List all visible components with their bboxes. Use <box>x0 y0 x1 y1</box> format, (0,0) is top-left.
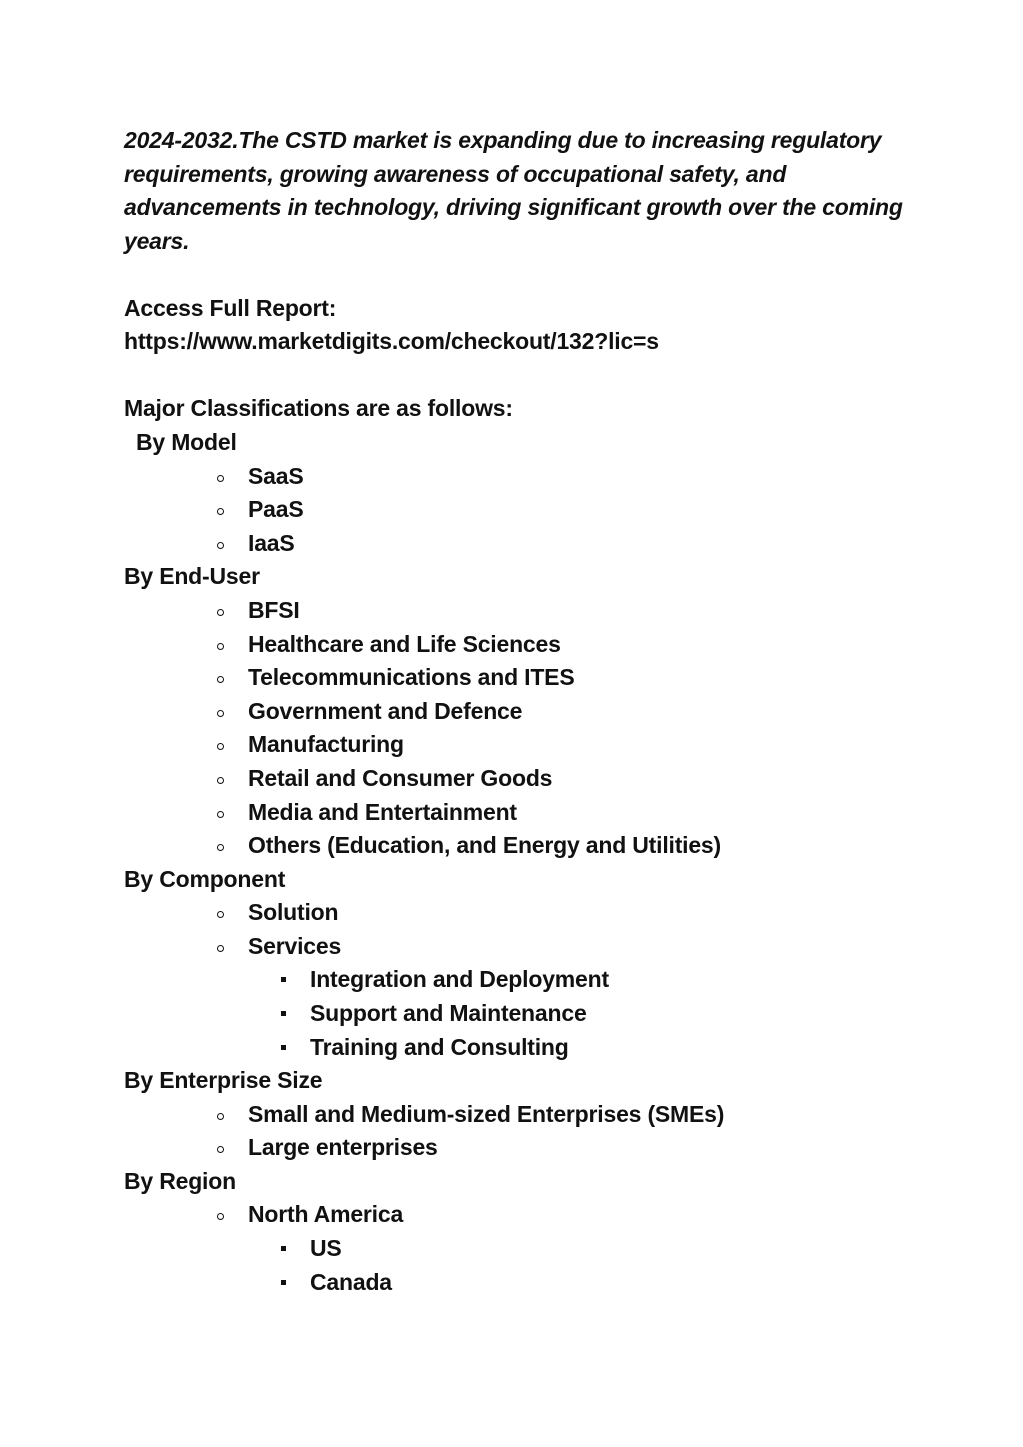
circle-bullet-icon <box>217 844 224 851</box>
access-report-link[interactable]: https://www.marketdigits.com/checkout/132?lic=s <box>124 328 659 354</box>
circle-bullet-icon <box>217 710 224 717</box>
circle-bullet-icon <box>217 475 224 482</box>
by-end-user-heading: By End-User <box>124 563 260 589</box>
square-bullet-icon <box>281 1280 286 1285</box>
square-bullet-icon <box>281 1045 286 1050</box>
by-region-heading: By Region <box>124 1168 236 1194</box>
circle-bullet-icon <box>217 1113 224 1120</box>
circle-bullet-icon <box>217 508 224 515</box>
document-page: 2024-2032.The CSTD market is expanding due to increasing regulatory requirements, growing awareness of occupational safety, and advancements in technology, driving significant growth over the coming years. Access Full Report: https://www.marketdigits.com/checkout/132?lic=s Major Classifications are as follows: By Model SaaS PaaS IaaS By End-User BFSI Healthcare and Life Sciences Telecommunications and ITES Government and Defence Manufacturing Retail and Consumer Goods Media and Entertainment Others (Education, and Energy and Utilities) By Component Solution Services Integration and Deployment Support and Maintenance Training and Consulting By Enterprise Size Small and Medium-sized Enterprises (SMEs) Large enterprises By Region North America US Canada <box>0 0 1023 1447</box>
circle-bullet-icon <box>217 643 224 650</box>
access-report-label: Access Full Report: <box>124 295 337 321</box>
circle-bullet-icon <box>217 1213 224 1220</box>
square-bullet-icon <box>281 1011 286 1016</box>
classifications-heading: Major Classifications are as follows: <box>124 395 513 421</box>
circle-bullet-icon <box>217 1146 224 1153</box>
by-model-heading: By Model <box>136 429 237 455</box>
circle-bullet-icon <box>217 945 224 952</box>
square-bullet-icon <box>281 977 286 982</box>
intro-paragraph: 2024-2032.The CSTD market is expanding due to increasing regulatory requirements, growing awareness of occupational safety, and advancements in technology, driving significant growth over the coming years. <box>124 127 903 254</box>
circle-bullet-icon <box>217 811 224 818</box>
square-bullet-icon <box>281 1246 286 1251</box>
circle-bullet-icon <box>217 609 224 616</box>
by-component-heading: By Component <box>124 866 286 892</box>
circle-bullet-icon <box>217 777 224 784</box>
circle-bullet-icon <box>217 743 224 750</box>
circle-bullet-icon <box>217 911 224 918</box>
circle-bullet-icon <box>217 542 224 549</box>
by-enterprise-size-heading: By Enterprise Size <box>124 1067 323 1093</box>
circle-bullet-icon <box>217 676 224 683</box>
